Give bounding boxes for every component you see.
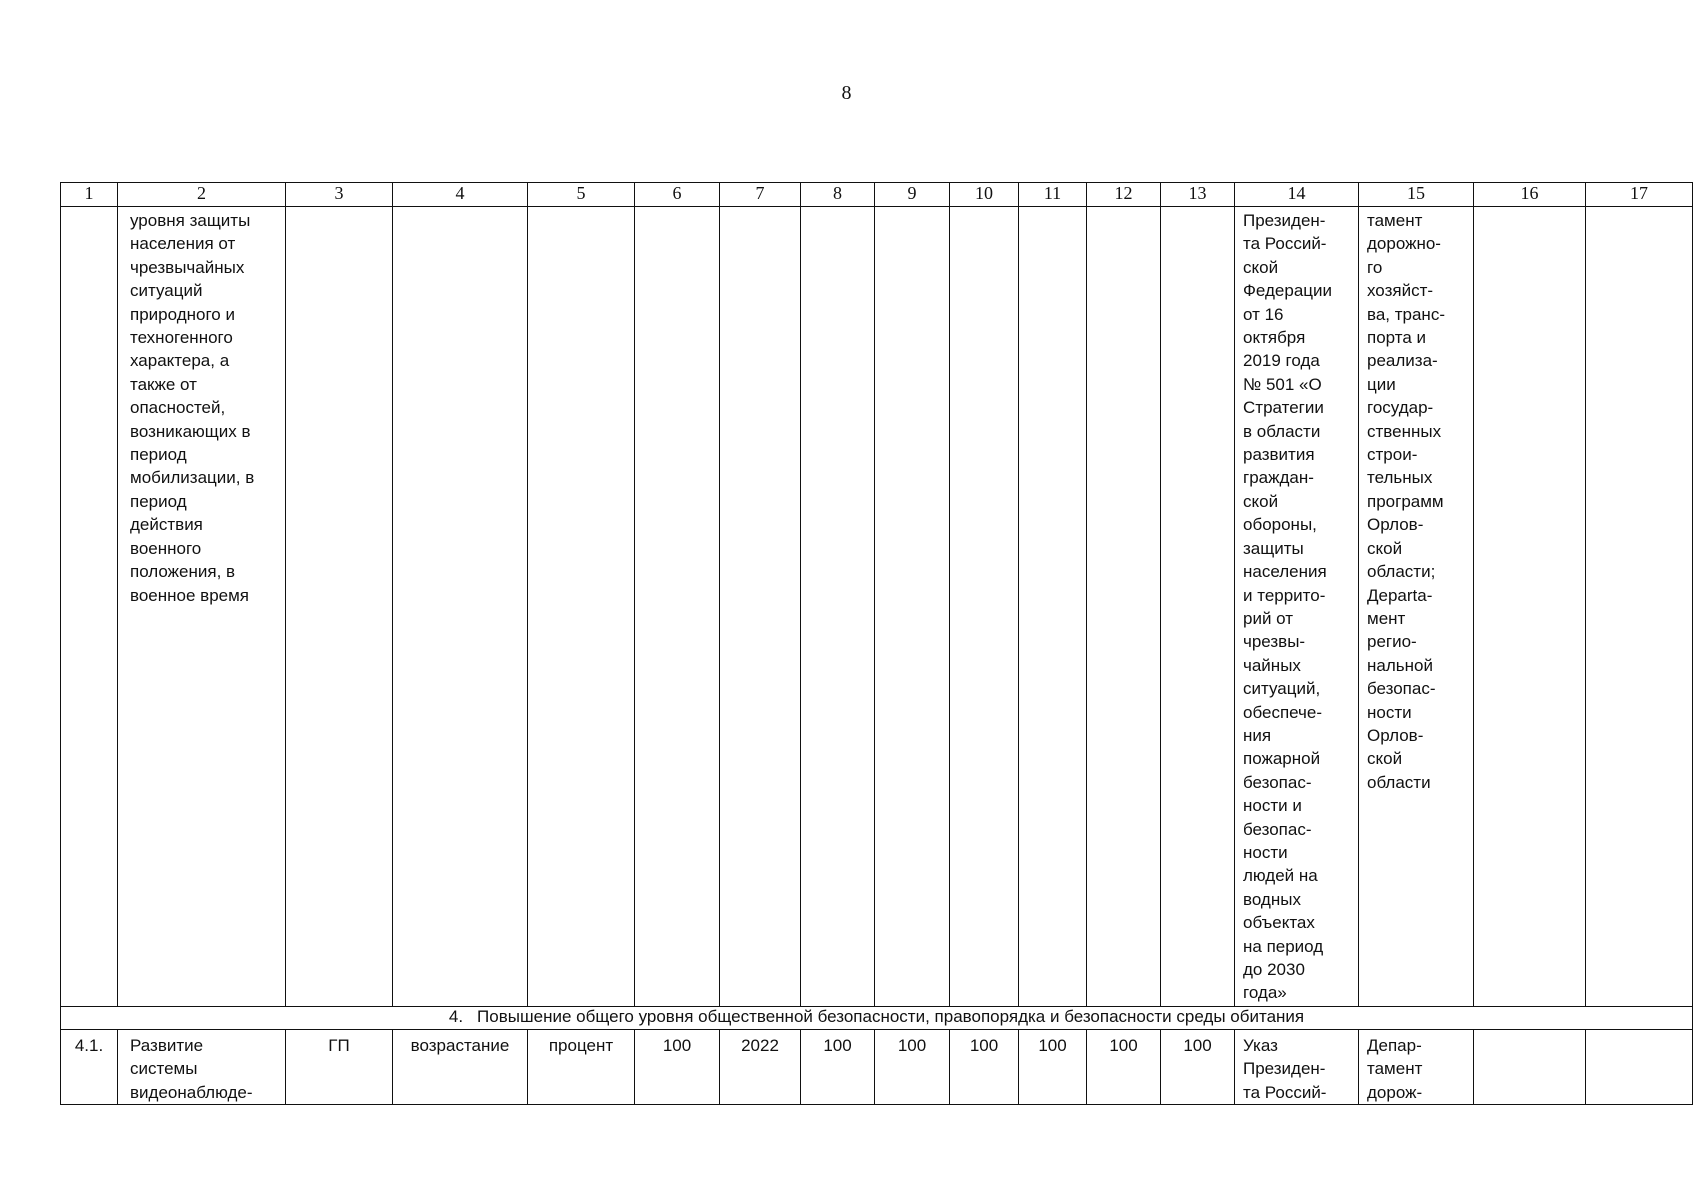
table-cell xyxy=(875,207,950,1007)
column-number: 8 xyxy=(801,183,875,207)
table-cell xyxy=(1359,1030,1474,1105)
table-cell xyxy=(1359,207,1474,1007)
program-type: ГП xyxy=(328,1036,350,1055)
column-number: 11 xyxy=(1019,183,1087,207)
table-cell xyxy=(1019,207,1087,1007)
base-value: 100 xyxy=(662,1036,692,1055)
column-number: 2 xyxy=(118,183,286,207)
table-cell xyxy=(875,1030,950,1105)
table-cell xyxy=(393,207,528,1007)
column-number: 4 xyxy=(393,183,528,207)
value-col-13: 100 xyxy=(1183,1036,1212,1055)
base-year: 2022 xyxy=(741,1036,779,1055)
indicator-name-continued: уровня защиты населения от чрезвычайных ситуаций природного и техногенного характера, а также от опасностей, возникающих в период мобилизации, в период действия военного положения, в военное время xyxy=(130,211,255,605)
table-row xyxy=(61,1030,1693,1105)
table-cell xyxy=(1235,1030,1359,1105)
column-number: 13 xyxy=(1161,183,1235,207)
column-number: 14 xyxy=(1235,183,1359,207)
section-heading-row xyxy=(61,1007,1693,1030)
column-number: 3 xyxy=(286,183,393,207)
table-cell xyxy=(61,1030,118,1105)
value-col-12: 100 xyxy=(1109,1036,1138,1055)
table-cell xyxy=(1235,207,1359,1007)
value-col-11: 100 xyxy=(1038,1036,1067,1055)
column-number: 6 xyxy=(635,183,720,207)
value-col-9: 100 xyxy=(897,1036,927,1055)
column-number: 16 xyxy=(1474,183,1586,207)
responsible: Депар- тамент дорож- xyxy=(1367,1036,1423,1102)
column-number: 9 xyxy=(875,183,950,207)
table-cell xyxy=(61,207,118,1007)
column-number-row xyxy=(61,183,1693,207)
table-cell xyxy=(528,207,635,1007)
table-cell xyxy=(1161,207,1235,1007)
table-cell xyxy=(801,1030,875,1105)
table-cell xyxy=(950,1030,1019,1105)
responsible-continued: тамент дорожно- го хозяйст- ва, транс- порта и реализа- ции государ- ственных строи- тельных программ Орлов- ской области; Деparta- мент регио- нальной безопас- ности Орлов- ской области xyxy=(1367,211,1445,792)
table-row-continued xyxy=(61,207,1693,1007)
indicators-table xyxy=(60,182,1693,1105)
table-cell xyxy=(720,1030,801,1105)
column-number: 7 xyxy=(720,183,801,207)
row-number: 4.1. xyxy=(74,1036,104,1055)
table-cell xyxy=(286,1030,393,1105)
table-cell xyxy=(1586,207,1693,1007)
table-cell xyxy=(635,207,720,1007)
column-number: 1 xyxy=(61,183,118,207)
page-number: 8 xyxy=(841,82,852,104)
column-number: 12 xyxy=(1087,183,1161,207)
table-cell xyxy=(950,207,1019,1007)
table-cell xyxy=(1161,1030,1235,1105)
table-cell xyxy=(720,207,801,1007)
value-col-10: 100 xyxy=(969,1036,999,1055)
table-cell xyxy=(1586,1030,1693,1105)
table-cell xyxy=(286,207,393,1007)
table-cell xyxy=(1087,207,1161,1007)
table-cell xyxy=(528,1030,635,1105)
column-number: 15 xyxy=(1359,183,1474,207)
trend: возрастание xyxy=(410,1036,510,1055)
table-cell xyxy=(635,1030,720,1105)
table-cell xyxy=(1087,1030,1161,1105)
unit: процент xyxy=(548,1036,614,1055)
column-number: 5 xyxy=(528,183,635,207)
value-col-8: 100 xyxy=(823,1036,852,1055)
table-cell xyxy=(118,207,286,1007)
table-cell xyxy=(118,1030,286,1105)
section-heading xyxy=(61,1007,1693,1030)
table-cell xyxy=(1019,1030,1087,1105)
column-number: 17 xyxy=(1586,183,1693,207)
column-number: 10 xyxy=(950,183,1019,207)
document-reference: Указ Президен- та Россий- xyxy=(1243,1036,1327,1102)
section-number: 4. xyxy=(448,1007,464,1026)
section-title: Повышение общего уровня общественной безопасности, правопорядка и безопасности среды обитания xyxy=(477,1007,1305,1026)
table-cell xyxy=(801,207,875,1007)
indicator-name: Развитие системы видеонаблюде- xyxy=(130,1036,253,1102)
document-reference-continued: Президен- та Россий- ской Федерации от 16 октября 2019 года № 501 «О Стратегии в области развития граждан- ской обороны, защиты населения и террито- рий от чрезвы- чайных ситуаций, обеспече- ния пожарной безопас- ности и безопас- ности людей на водных объектах на период до 2030 года» xyxy=(1243,211,1333,1003)
table-cell xyxy=(1474,207,1586,1007)
table-cell xyxy=(393,1030,528,1105)
table-cell xyxy=(1474,1030,1586,1105)
